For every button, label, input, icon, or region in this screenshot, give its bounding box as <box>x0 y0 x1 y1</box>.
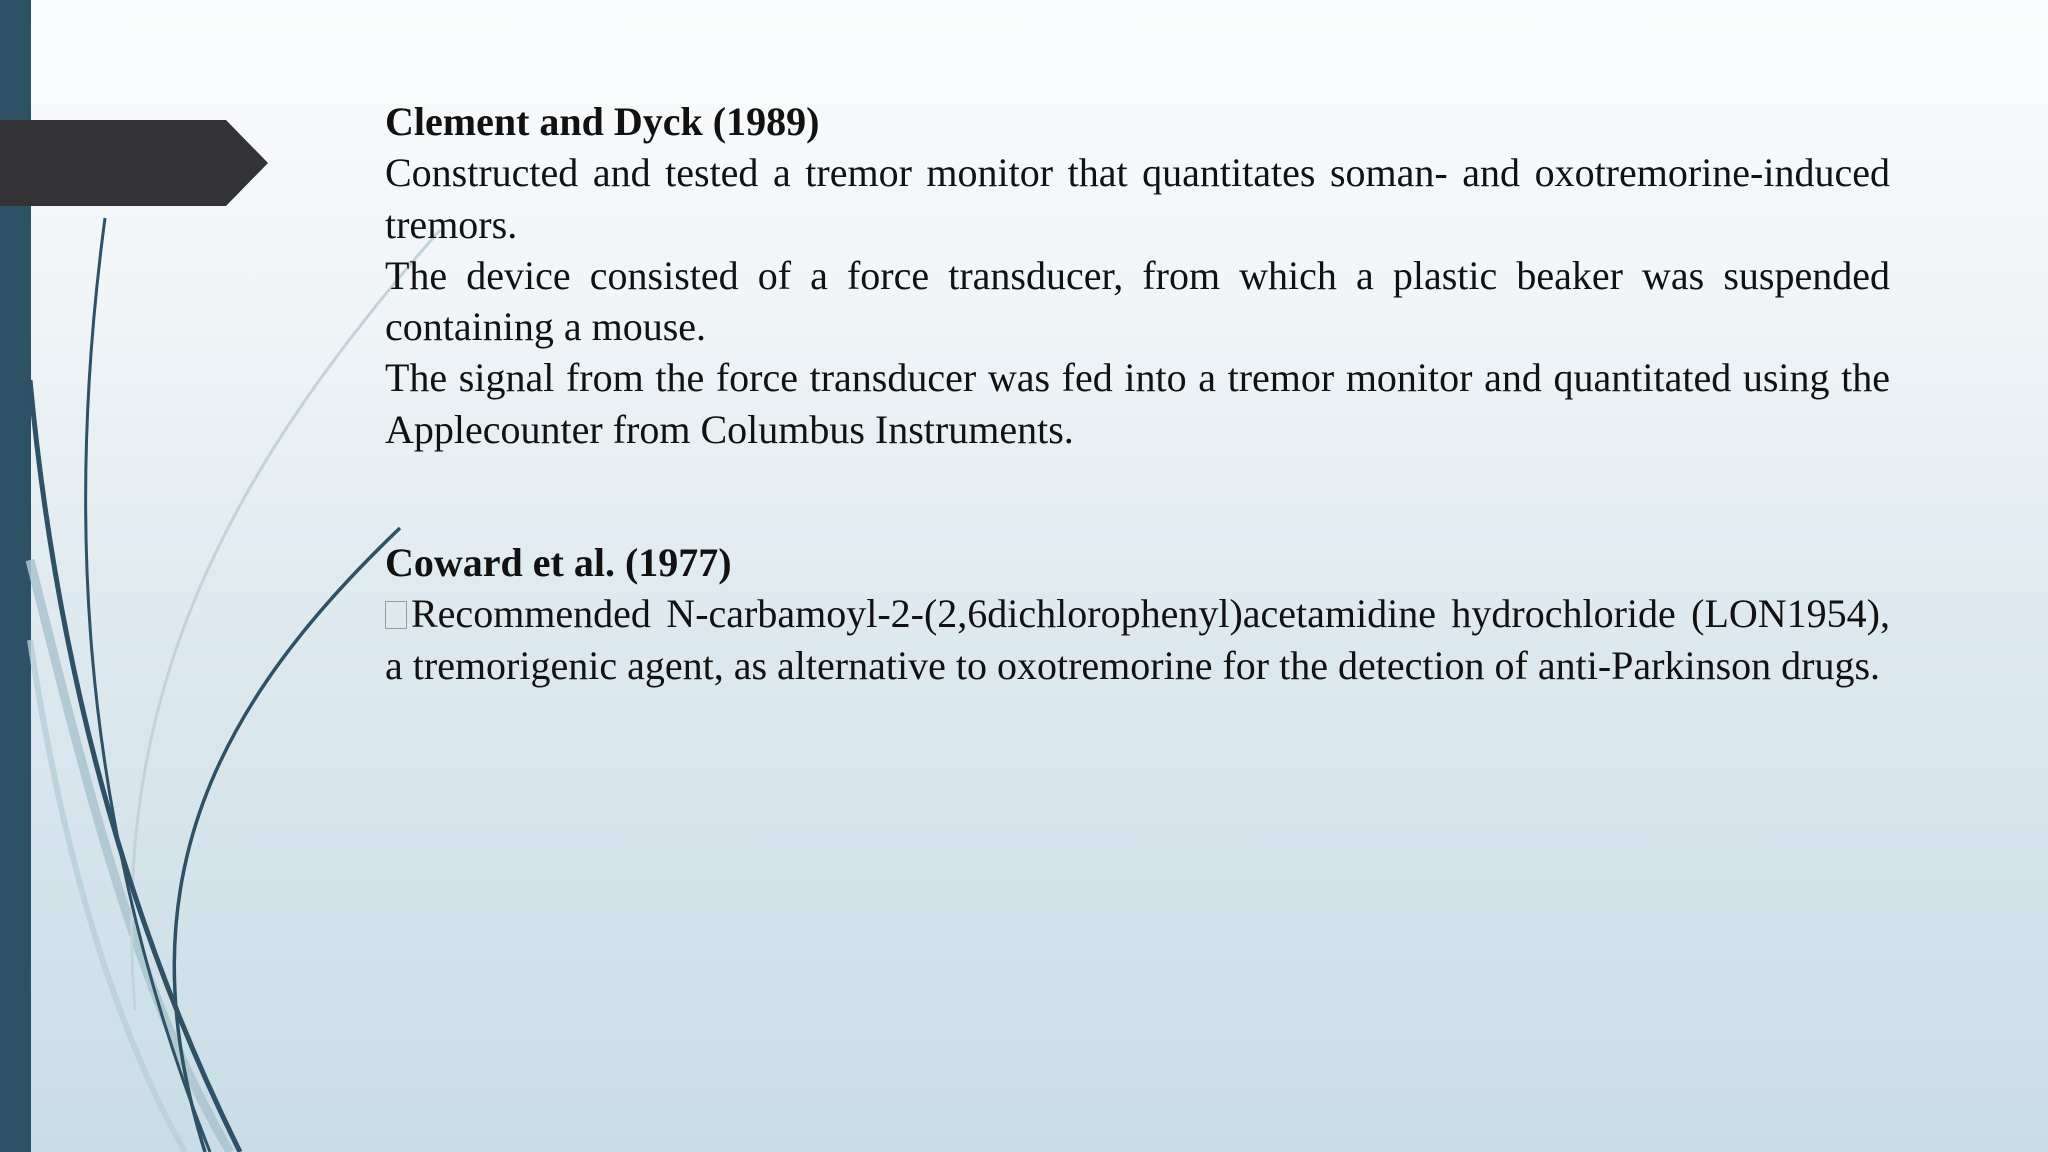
paragraph-lon1954-text: Recommended N-carbamoyl-2-(2,6dichlorophenyl)acetamidine hydrochloride (LON1954), a tremorigenic agent, as alternative to oxotremorine for the detection of anti-Parkinson drugs. <box>385 591 1890 688</box>
slide-content <box>385 96 1890 691</box>
paragraph-signal-processing: The signal from the force transducer was fed into a tremor monitor and quantitated using the Applecounter from Columbus Instruments. <box>385 355 1890 452</box>
paragraph-tremor-monitor: Constructed and tested a tremor monitor that quantitates soman- and oxotremorine-induced tremors. <box>385 150 1890 247</box>
curve-dark-1 <box>30 380 240 1152</box>
paragraph-lon1954 <box>385 588 1890 691</box>
curve-dark-2 <box>86 218 210 1152</box>
section-heading-coward: Coward et al. (1977) <box>385 540 732 586</box>
paragraph-device-description: The device consisted of a force transducer, from which a plastic beaker was suspended containing a mouse. <box>385 252 1890 350</box>
missing-glyph-box-icon <box>385 601 407 629</box>
section-heading-clement-dyck: Clement and Dyck (1989) <box>385 99 820 144</box>
section-spacer <box>385 455 1890 537</box>
curve-light-2 <box>30 640 185 1152</box>
curve-dark-3 <box>174 528 400 1152</box>
title-arrow-tab <box>0 120 270 206</box>
